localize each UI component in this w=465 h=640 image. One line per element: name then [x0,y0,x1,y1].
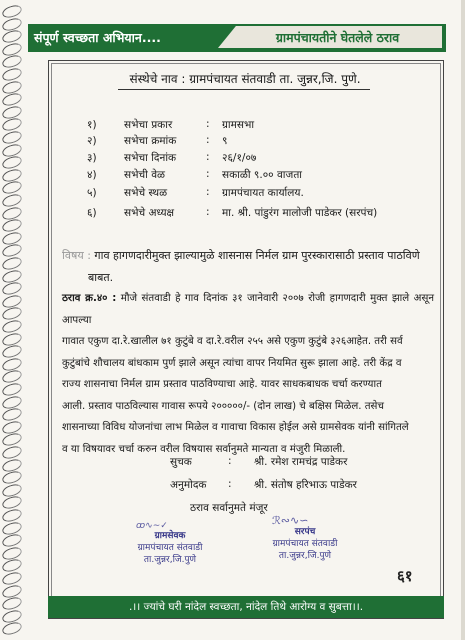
detail-label: सभेचे अध्यक्ष [124,207,175,219]
spiral-coil [1,3,23,20]
detail-number: ५) [87,187,97,199]
detail-number: १) [87,119,97,131]
resolution-line: मौजे संतवाडी हे गाव दिनांक ३१ जानेवारी २००७ रोजी हागणदारी मुक्त झाले असून आपल्या [62,293,434,326]
detail-label: सभेचे स्थळ [124,187,168,199]
detail-colon: : [206,151,210,163]
left-signature: ꝏ∿∼✓ [136,521,168,531]
resolution-line: कुटुंबांचे शौचालय बांधकाम पुर्ण झाले असून त्यांचा वापर नियमित सुरू झाला आहे. तरी केंद्र व [62,357,402,369]
detail-value: ग्रामपंचायत कार्यालय. [222,187,304,199]
spiral-binding [0,0,24,640]
right-stamp [250,526,360,562]
detail-value: २६/१/०७ [222,152,257,164]
spiral-coil [1,255,23,272]
detail-label: सभेचा प्रकार [124,119,173,131]
page-edge-shadow [461,0,465,640]
approval-text: ठराव सर्वानुमते मंजूर [190,502,268,514]
resolution-line: राज्य शासनाचा निर्मल ग्राम प्रस्ताव पाठविण्याचा आहे. यावर साधकबाधक चर्चा करण्यात [62,379,382,390]
spiral-coil [1,318,23,335]
seconder-name: श्री. संतोष हरिभाऊ पाडेकर [254,479,357,491]
detail-value: मा. श्री. पांडुरंग मालोजी पाडेकर (सरपंच) [222,207,378,219]
spiral-coil [1,192,23,209]
detail-number: ६) [87,207,97,219]
resolution-number: ठराव क्र.४० : [62,293,117,304]
detail-colon: : [206,186,210,198]
spiral-coil [1,129,23,146]
right-stamp-line1: ग्रामपंचायत संतवाडी [272,539,338,549]
resolution-line: शासनाच्या विविध योजनांचा लाभ मिळेल व गावाचा विकास होईल असे ग्रामसेवक यांनी सांगितले [62,422,409,433]
spiral-coil [1,66,23,83]
right-signature: ℛ∾∿∽ [272,514,309,527]
proposer-colon: : [228,455,232,467]
detail-value: ग्रामसभा [222,119,255,131]
spiral-coil [1,444,23,461]
left-stamp-line1: ग्रामपंचायत संतवाडी [137,543,203,553]
detail-label: सभेची वेळ [124,169,166,181]
resolution-subject [62,245,432,289]
header-left-title: संपूर्ण स्वच्छता अभियान.... [34,30,161,45]
page-number: ६१ [397,567,413,585]
organization-name: संस्थेचे नाव : ग्रामपंचायत संतवाडी ता. जुन्नर,जि. पुणे. [129,72,361,86]
spiral-coil [1,507,23,524]
detail-number: २) [87,135,97,147]
subject-line-2: बाबत. [88,271,114,284]
detail-number: ४) [87,169,97,181]
subject-prefix: विषय : [62,249,91,262]
detail-value: सकाळी ९.०० वाजता [222,169,303,181]
spiral-coil [1,570,23,587]
detail-value: ९ [222,135,228,147]
header-rule [28,50,446,52]
spiral-coil [1,381,23,398]
detail-colon: : [206,118,210,130]
left-stamp-line2: ता.जुन्नर,जि.पुणे [143,555,197,565]
detail-label: सभेचा दिनांक [124,152,177,164]
proposer-label: सुचक [170,456,192,468]
proposer-name: श्री. रमेश रामचंद्र पाडेकर [254,456,348,468]
right-stamp-title: सरपंच [294,527,316,537]
organization-underline [118,89,370,90]
resolution-line: आली. प्रस्ताव पाठविल्यास गावास रूपये २०००००/- (दोन लाख) चे बक्षिस मिळेल. तसेच [62,400,384,412]
left-stamp [120,530,220,566]
seconder-colon: : [228,478,232,490]
header-right-title: ग्रामपंचायतीने घेतलेले ठराव [275,30,400,45]
subject-line-1: गाव हागणदारीमुक्त झाल्यामुळे शासनास निर्मल ग्राम पुरस्कारासाठी प्रस्ताव पाठविणे [94,249,420,262]
detail-colon: : [206,206,210,218]
seconder-label: अनुमोदक [170,479,207,491]
detail-colon: : [206,134,210,146]
resolution-line: गावात एकुण दा.रे.खालील ७१ कुटुंबे व दा.रे.वरील २५५ असे एकुण कुटुंबे ३२६आहेत. तरी सर्व [62,336,403,347]
footer-slogan: .।। ज्यांचे घरी नांदेल स्वच्छता, नांदेल तिथे आरोग्य व सुबत्ता।।. [128,601,364,613]
right-stamp-line2: ता.जुन्नर,जि.पुणे [278,551,332,561]
detail-label: सभेचा क्रमांक [124,135,177,147]
resolution-body [62,288,434,460]
detail-colon: : [206,168,210,180]
left-stamp-title: ग्रामसेवक [154,531,186,541]
resolution-line: व या विषयावर चर्चा करुन वरील विषयास सर्वानुमते मान्यता व मंजुरी मिळाली. [62,443,346,455]
detail-number: ३) [87,152,97,164]
spiral-coil [1,621,23,638]
